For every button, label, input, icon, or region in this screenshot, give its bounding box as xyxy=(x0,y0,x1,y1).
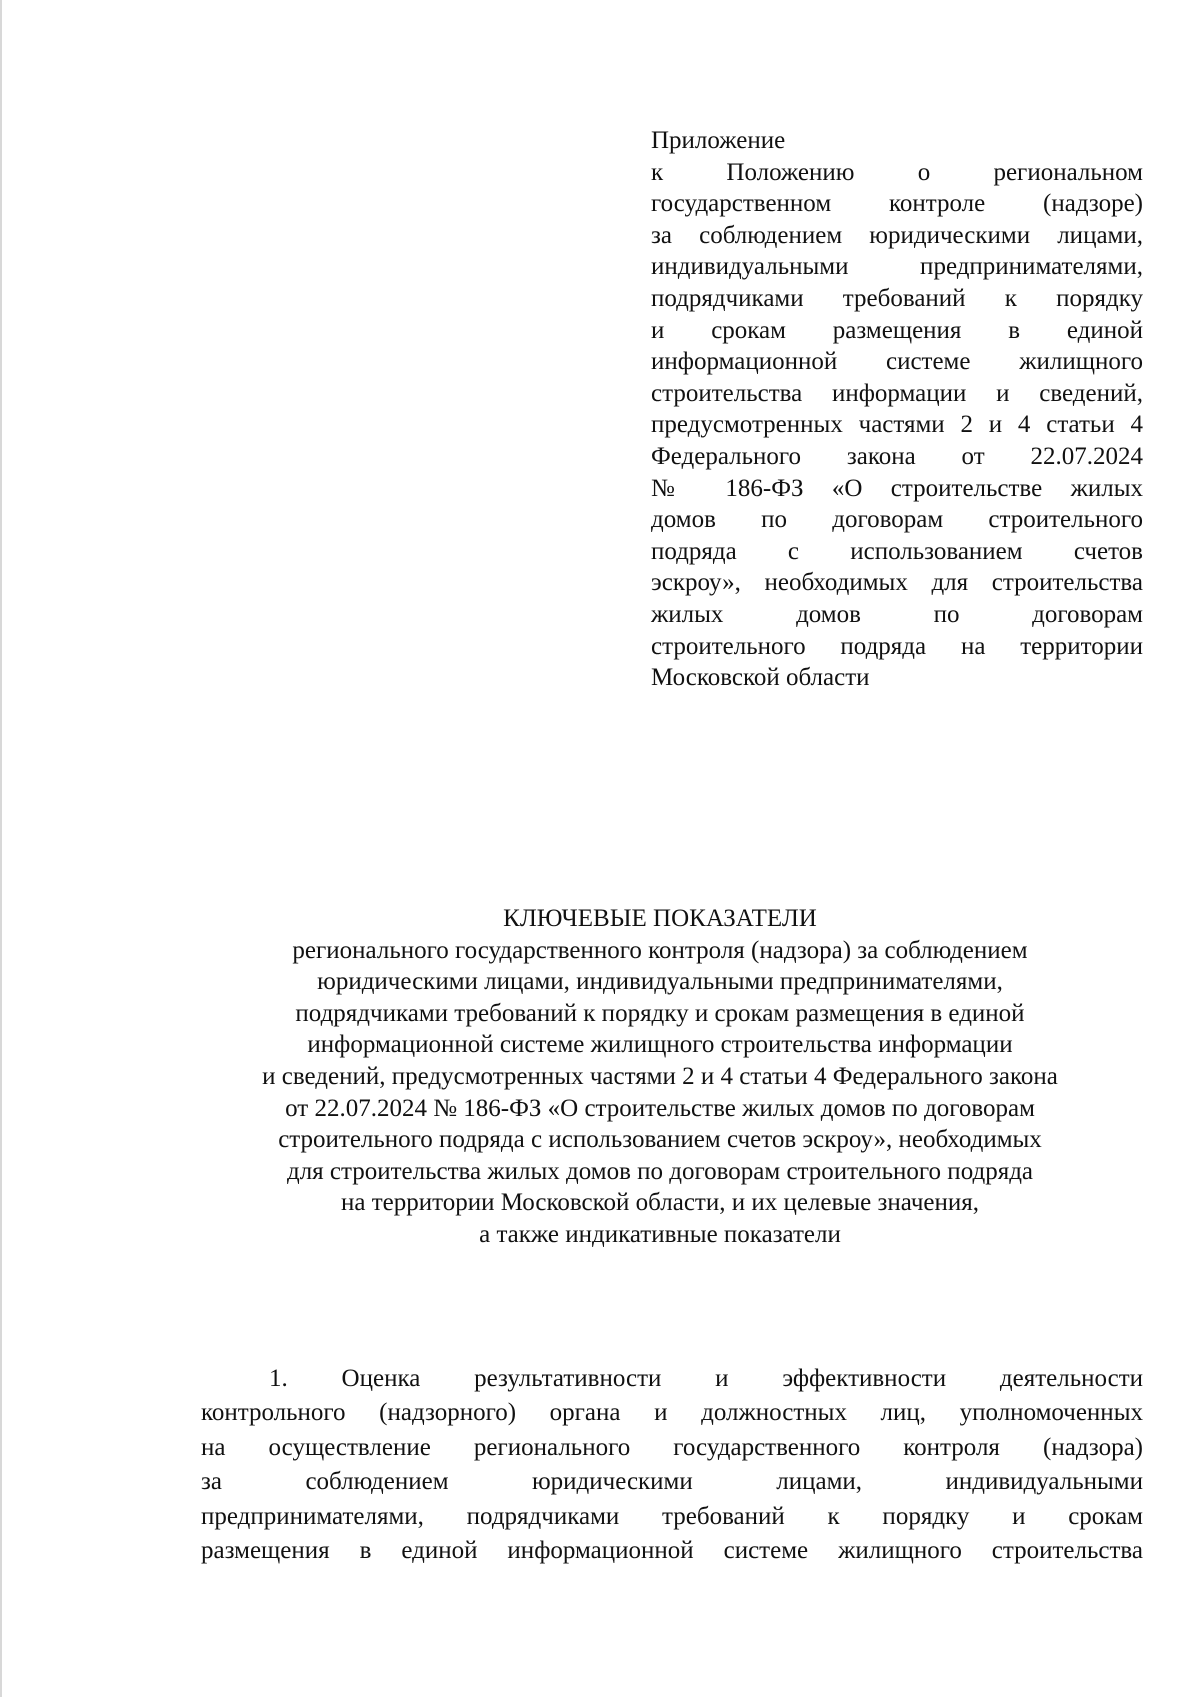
heading-line: регионального государственного контроля (надзора) за соблюдением xyxy=(292,936,1028,964)
appendix-line: эскроу», необходимых для строительства xyxy=(651,569,1143,597)
appendix-line: подряда с использованием счетов xyxy=(651,537,1143,565)
heading-line: юридическими лицами, индивидуальными предпринимателями, xyxy=(317,968,1003,996)
heading-line: строительного подряда с использованием счетов эскроу», необходимых xyxy=(278,1126,1042,1154)
appendix-line: жилых домов по договорам xyxy=(651,600,1143,628)
appendix-line: подрядчиками требований к порядку xyxy=(651,284,1143,312)
heading-line: для строительства жилых домов по договорам строительного подряда xyxy=(286,1157,1034,1185)
appendix-line: и срокам размещения в единой xyxy=(651,316,1143,344)
appendix-line: предусмотренных частями 2 и 4 статьи 4 xyxy=(651,411,1143,439)
body-line: предпринимателями, подрядчиками требований к порядку и срокам xyxy=(201,1502,1143,1530)
body-line: на осуществление регионального государственного контроля (надзора) xyxy=(201,1433,1143,1461)
appendix-line: государственном контроле (надзоре) xyxy=(651,190,1143,218)
appendix-line: Московской области xyxy=(651,664,870,692)
appendix-line: домов по договорам строительного xyxy=(651,506,1143,534)
appendix-line: Приложение xyxy=(651,127,786,154)
body-line: размещения в единой информационной системе жилищного строительства xyxy=(201,1537,1143,1565)
appendix-line: индивидуальными предпринимателями, xyxy=(651,253,1143,281)
appendix-line: к Положению о региональном xyxy=(651,158,1143,186)
heading-line: от 22.07.2024 № 186-ФЗ «О строительстве жилых домов по договорам xyxy=(285,1094,1035,1122)
body-line: контрольного (надзорного) органа и должностных лиц, уполномоченных xyxy=(201,1399,1143,1427)
body-line: 1. Оценка результативности и эффективности деятельности xyxy=(269,1365,1143,1392)
heading-line: а также индикативные показатели xyxy=(479,1220,841,1248)
heading-line: и сведений, предусмотренных частями 2 и 4 статьи 4 Федерального закона xyxy=(262,1062,1058,1090)
body-paragraph xyxy=(201,1362,1143,1568)
appendix-line: за соблюдением юридическими лицами, xyxy=(651,221,1143,249)
heading-line: на территории Московской области, и их целевые значения, xyxy=(340,1189,980,1217)
heading-title: КЛЮЧЕВЫЕ ПОКАЗАТЕЛИ xyxy=(503,905,817,932)
appendix-line: № 186-ФЗ «О строительстве жилых xyxy=(651,474,1143,502)
heading-line: информационной системе жилищного строительства информации xyxy=(307,1031,1013,1059)
body-line: за соблюдением юридическими лицами, индивидуальными xyxy=(201,1468,1143,1496)
appendix-line: информационной системе жилищного xyxy=(651,348,1143,376)
appendix-block xyxy=(651,125,1143,694)
appendix-line: строительства информации и сведений, xyxy=(651,379,1143,407)
heading-line: подрядчиками требований к порядку и срокам размещения в единой xyxy=(295,999,1025,1027)
document-heading xyxy=(190,903,1130,1251)
appendix-line: строительного подряда на территории xyxy=(651,632,1143,660)
appendix-line: Федерального закона от 22.07.2024 xyxy=(651,442,1143,470)
page-edge-shadow xyxy=(0,0,2,1697)
